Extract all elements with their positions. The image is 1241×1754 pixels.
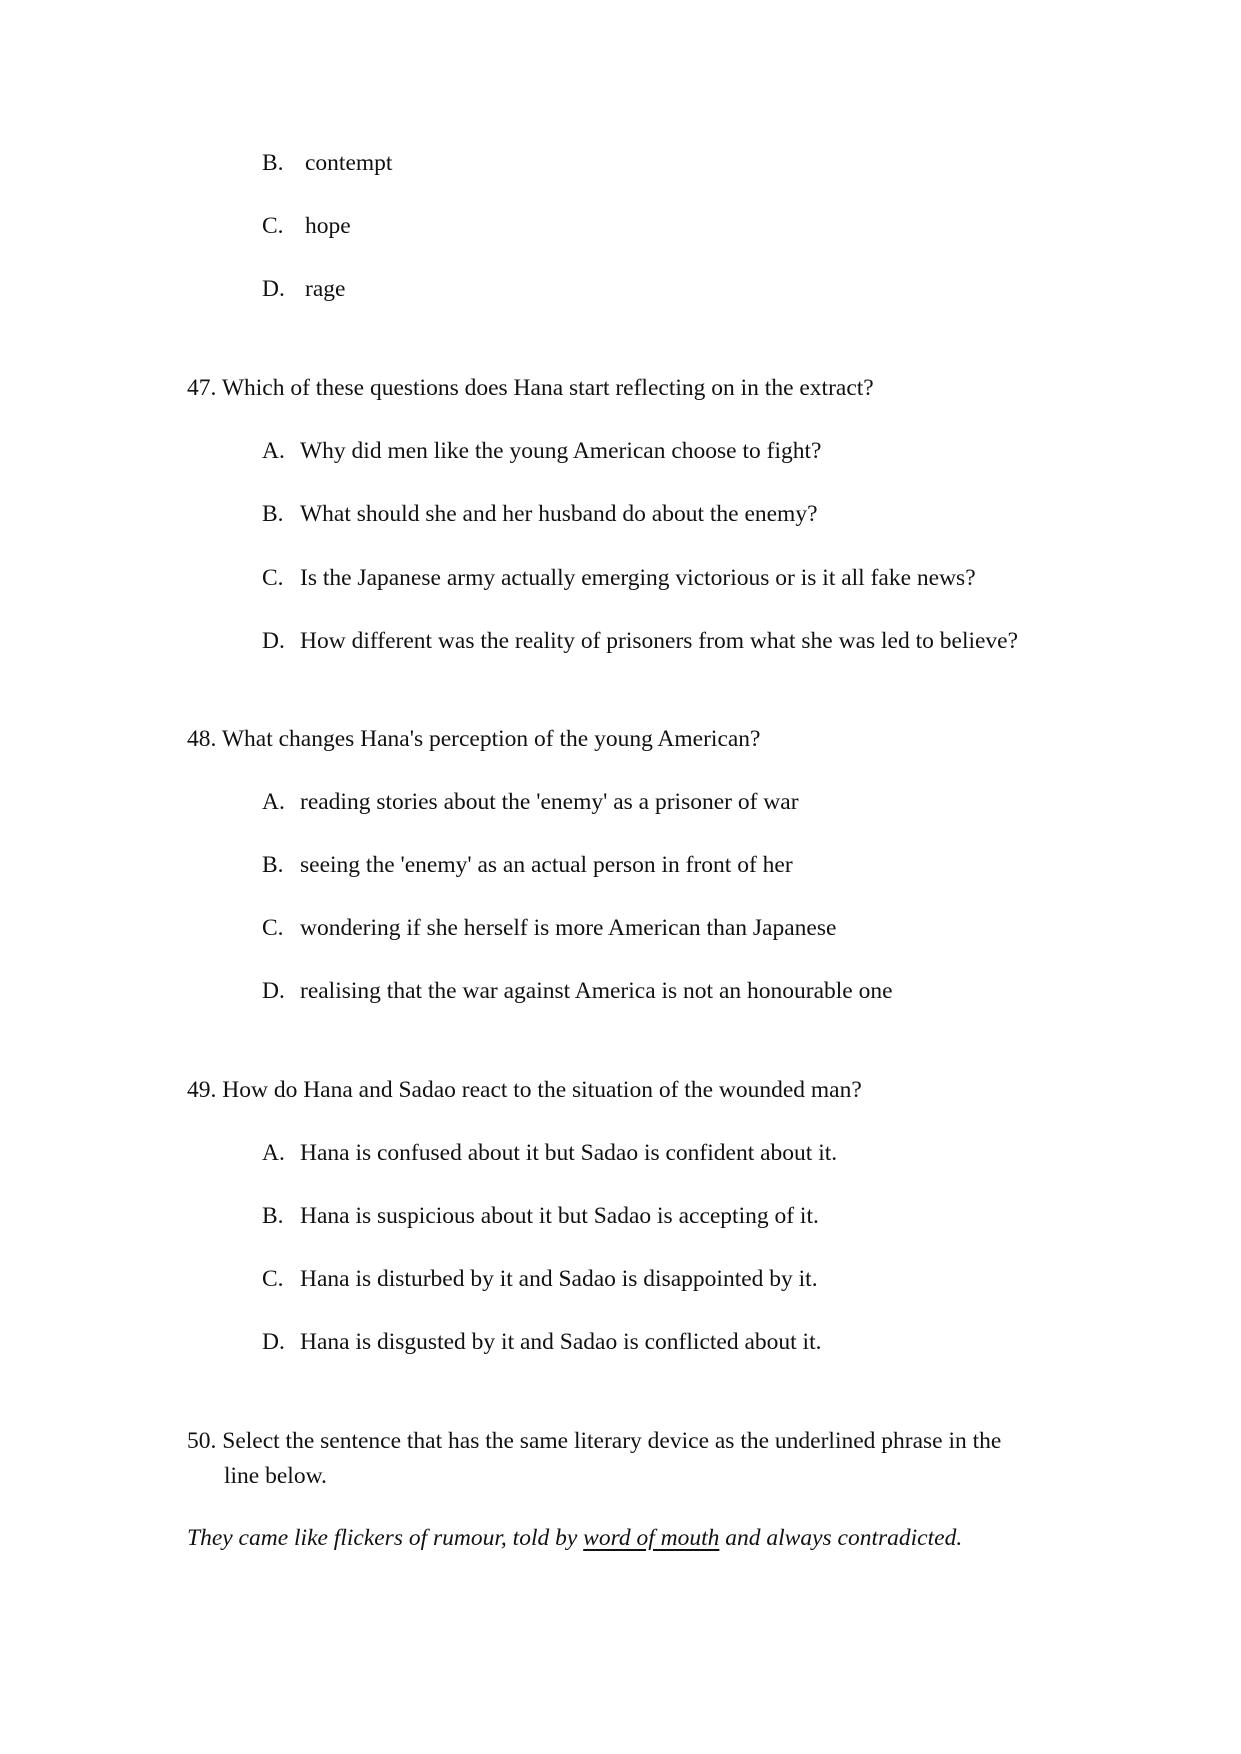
q49-option-a [262, 1142, 837, 1166]
option-text: Hana is disturbed by it and Sadao is disappointed by it. [300, 1266, 818, 1292]
q50-quote [187, 1527, 962, 1551]
q50-prompt-line-1 [187, 1430, 1001, 1454]
quote-underlined-phrase: word of mouth [583, 1525, 720, 1551]
question-number: 49. [187, 1077, 217, 1103]
option-letter: C. [262, 1266, 284, 1292]
question-text: What changes Hana's perception of the young American? [221, 726, 761, 752]
option-letter: A. [262, 789, 285, 815]
q49-option-d [262, 1331, 821, 1355]
option-letter: B. [262, 1203, 284, 1229]
q47-option-c [262, 567, 976, 591]
quote-text-before: They came like flickers of rumour, told by [187, 1525, 584, 1551]
question-number: 47. [187, 375, 217, 401]
option-text: contempt [305, 150, 393, 176]
question-number: 48. [187, 726, 217, 752]
option-text: Hana is suspicious about it but Sadao is accepting of it. [300, 1203, 819, 1229]
option-letter: B. [262, 852, 284, 878]
q48-option-a [262, 791, 799, 815]
q49-option-c [262, 1268, 818, 1292]
option-text: Is the Japanese army actually emerging victorious or is it all fake news? [300, 565, 976, 591]
q48-option-c [262, 917, 836, 941]
option-text: reading stories about the 'enemy' as a prisoner of war [300, 789, 799, 815]
option-text: rage [305, 276, 346, 302]
q47-prompt [187, 377, 874, 401]
q46-option-c [262, 215, 351, 239]
option-text: hope [305, 213, 351, 239]
option-letter: C. [262, 915, 284, 941]
option-text: Hana is disgusted by it and Sadao is conflicted about it. [300, 1329, 822, 1355]
option-letter: D. [262, 978, 285, 1004]
q48-option-d [262, 980, 893, 1004]
option-letter: C. [262, 565, 284, 591]
option-letter: B. [262, 501, 284, 527]
option-letter: A. [262, 1140, 285, 1166]
option-text: What should she and her husband do about the enemy? [300, 501, 818, 527]
option-text: Hana is confused about it but Sadao is confident about it. [300, 1140, 838, 1166]
question-text: Which of these questions does Hana start reflecting on in the extract? [221, 375, 874, 401]
option-text: realising that the war against America is not an honourable one [300, 978, 893, 1004]
q49-option-b [262, 1205, 819, 1229]
q47-option-b [262, 503, 818, 527]
q49-prompt [187, 1079, 862, 1103]
q47-option-a [262, 440, 821, 464]
option-text: Why did men like the young American choose to fight? [300, 438, 822, 464]
option-letter: D. [262, 1329, 285, 1355]
option-letter: C. [262, 213, 284, 239]
option-text: wondering if she herself is more American than Japanese [300, 915, 837, 941]
q48-prompt [187, 728, 760, 752]
q48-option-b [262, 854, 793, 878]
option-letter: D. [262, 276, 285, 302]
quote-text-after: and always contradicted. [719, 1525, 963, 1551]
q50-prompt-line-2: line below. [224, 1463, 327, 1489]
q47-option-d [262, 630, 1018, 654]
question-text: Select the sentence that has the same literary device as the underlined phrase in the [222, 1428, 1002, 1454]
question-text: How do Hana and Sadao react to the situation of the wounded man? [222, 1077, 862, 1103]
option-text: seeing the 'enemy' as an actual person in front of her [300, 852, 793, 878]
option-letter: B. [262, 150, 284, 176]
option-letter: D. [262, 628, 285, 654]
q46-option-d [262, 278, 345, 302]
question-number: 50. [187, 1428, 217, 1454]
option-letter: A. [262, 438, 285, 464]
q46-option-b [262, 152, 392, 176]
option-text: How different was the reality of prisoners from what she was led to believe? [300, 628, 1019, 654]
